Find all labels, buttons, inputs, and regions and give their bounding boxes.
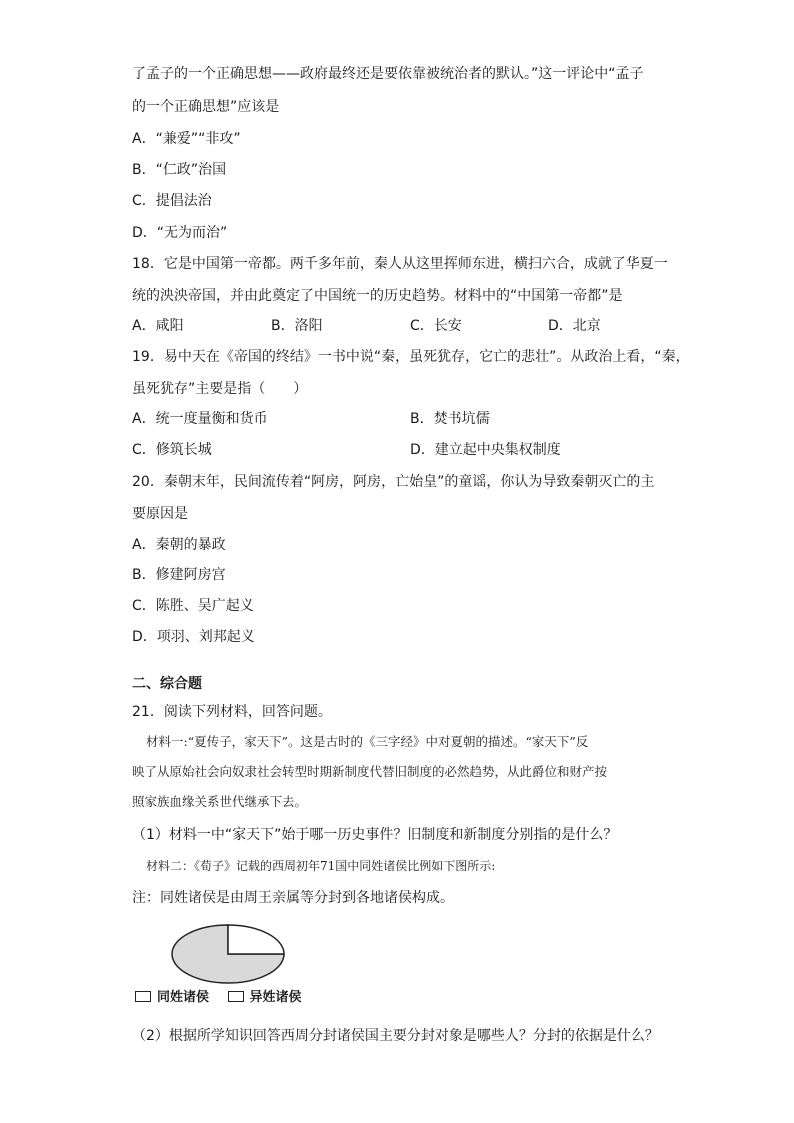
- q17-option-b[interactable]: B．“仁政”治国: [132, 162, 227, 178]
- q21-stem: 21．阅读下列材料，回答问题。: [132, 704, 332, 720]
- q17-option-d[interactable]: D．“无为而治”: [132, 225, 228, 241]
- q19-stem-line2: 虽死犹存”主要是指（ ）: [132, 381, 308, 397]
- q21-material2: 材料二：《荀子》记载的西周初年71国中同姓诸侯比例如下图所示:: [146, 859, 496, 873]
- q18-stem-line2: 统的泱泱帝国，并由此奠定了中国统一的历史趋势。材料中的“中国第一帝都”是: [132, 288, 623, 304]
- q19-option-a[interactable]: A．统一度量衡和货币: [132, 411, 268, 427]
- q20-option-a[interactable]: A．秦朝的暴政: [132, 537, 226, 553]
- q21-subquestion-2: （2）根据所学知识回答西周分封诸侯国主要分封对象是哪些人？分封的依据是什么？: [132, 1028, 659, 1044]
- q18-option-b[interactable]: B．洛阳: [271, 318, 323, 334]
- q17-option-c[interactable]: C．提倡法治: [132, 193, 212, 209]
- legend-item-same-surname: [135, 990, 209, 1005]
- q20-option-d[interactable]: D．项羽、刘邦起义: [132, 629, 255, 645]
- q20-option-b[interactable]: B．修建阿房宫: [132, 567, 226, 583]
- q18-option-d[interactable]: D．北京: [548, 318, 601, 334]
- q21-subquestion-1: （1）材料一中“家天下”始于哪一历史事件？旧制度和新制度分别指的是什么？: [132, 827, 618, 843]
- q17-stem-line1: 了孟子的一个正确思想——政府最终还是要依靠被统治者的默认。”这一评论中“孟子: [132, 66, 644, 82]
- q20-option-c[interactable]: C．陈胜、吴广起义: [132, 598, 254, 614]
- q21-material1-line2: 映了从原始社会向奴隶社会转型时期新制度代替旧制度的必然趋势，从此爵位和财产按: [132, 764, 608, 779]
- pie-chart: [168, 922, 288, 986]
- section-title: 二、综合题: [132, 676, 202, 692]
- q19-option-c[interactable]: C．修筑长城: [132, 442, 212, 458]
- q18-option-a[interactable]: A．咸阳: [132, 318, 184, 334]
- q19-option-b[interactable]: B．焚书坑儒: [410, 411, 490, 427]
- legend-label-different-surname: 异姓诸侯: [249, 990, 302, 1005]
- q19-option-d[interactable]: D．建立起中央集权制度: [410, 442, 561, 458]
- q20-stem-line2: 要原因是: [132, 506, 188, 522]
- q18-option-c[interactable]: C．长安: [410, 318, 462, 334]
- pie-slice-1: [228, 925, 284, 954]
- legend-swatch-different-surname: [228, 991, 244, 1002]
- q21-note: 注：同姓诸侯是由周王亲属等分封到各地诸侯构成。: [132, 890, 454, 906]
- legend-label-same-surname: 同姓诸侯: [157, 990, 210, 1005]
- legend-item-different-surname: [228, 990, 302, 1005]
- q19-stem-line1: 19．易中天在《帝国的终结》一书中说“秦，虽死犹存，它亡的悲壮”。从政治上看，“秦，: [132, 349, 690, 365]
- q18-stem-line1: 18．它是中国第一帝都。两千多年前，秦人从这里挥师东进，横扫六合，成就了华夏一: [132, 256, 668, 272]
- chart-legend: [135, 986, 316, 1005]
- q17-stem-line2: 的一个正确思想”应该是: [132, 99, 280, 115]
- q20-stem-line1: 20．秦朝末年，民间流传着“阿房，阿房，亡始皇”的童谣，你认为导致秦朝灭亡的主: [132, 474, 655, 490]
- q21-material1-line1: 材料一:“夏传子，家天下”。这是古时的《三字经》中对夏朝的描述。“家天下”反: [146, 734, 589, 749]
- q17-option-a[interactable]: A．“兼爱”“非攻”: [132, 131, 241, 147]
- legend-swatch-same-surname: [135, 991, 151, 1002]
- q21-material1-line3: 照家族血缘关系世代继承下去。: [132, 794, 308, 809]
